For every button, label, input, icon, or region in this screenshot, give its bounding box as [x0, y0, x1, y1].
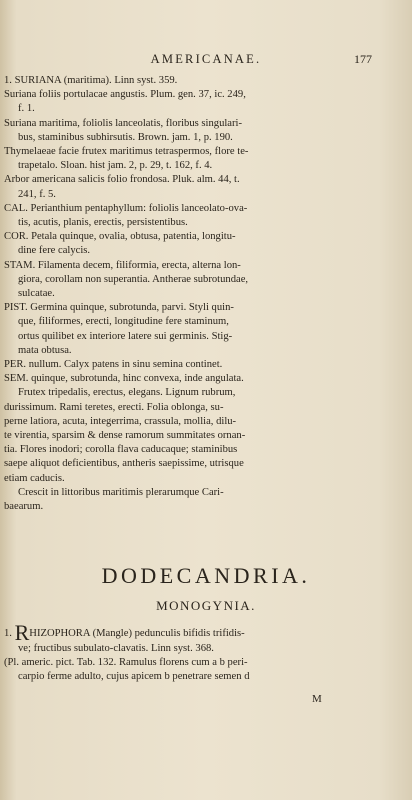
- entry-line: 1. SURIANA (maritima). Linn syst. 359.: [4, 75, 178, 86]
- seed-line: SEM. quinque, subrotunda, hinc convexa, inde angulata.: [4, 373, 244, 385]
- pistil-line: mata obtusa.: [18, 344, 72, 356]
- paragraph-line: etiam caducis.: [4, 472, 65, 484]
- pistil-line: PIST. Germina quinque, subrotunda, parvi. Styli quin-: [4, 302, 234, 314]
- entry-line: Thymelaeae facie frutex maritimus tetraspermos, flore te-: [4, 146, 249, 158]
- running-head: AMERICANAE.: [150, 52, 262, 66]
- suriana-entry: [4, 74, 390, 514]
- stamens-line: STAM. Filamenta decem, filiformia, erecta, alterna lon-: [4, 259, 241, 271]
- pistil-line: que, filiformes, erecti, longitudine fere staminum,: [18, 316, 229, 328]
- entry-line: Suriana maritima, foliolis lanceolatis, floribus singulari-: [4, 117, 243, 129]
- pistil-line: ortus quilibet ex interiore latere sui germinis. Stig-: [18, 330, 233, 342]
- rhizophora-entry: [4, 620, 394, 685]
- paragraph-line: Crescit in littoribus maritimis plerarumque Cari-: [18, 486, 224, 498]
- corolla-line: dine fere calycis.: [18, 245, 91, 257]
- entry-number: 1.: [4, 628, 12, 639]
- pericarp-line: PER. nullum. Calyx patens in sinu semina continet.: [4, 359, 223, 371]
- page-number: 177: [354, 52, 372, 66]
- entry-line: (Pl. americ. pict. Tab. 132. Ramulus florens cum a b peri-: [4, 657, 248, 669]
- entry-line: bus, staminibus subhirsutis. Brown. jam. 1, p. 190.: [18, 131, 233, 143]
- paragraph-line: saepe aliquot deficientibus, antheris saepissime, utrisque: [4, 458, 244, 470]
- corolla-line: COR. Petala quinque, ovalia, obtusa, patentia, longitu-: [4, 231, 236, 243]
- page-header: [0, 50, 412, 70]
- entry-first-line: [4, 620, 394, 645]
- catchword: M: [312, 693, 322, 705]
- entry-line: trapetalo. Sloan. hist jam. 2, p. 29, t. 162, f. 4.: [18, 160, 213, 172]
- paragraph-line: durissimum. Rami teretes, erecti. Folia oblonga, su-: [4, 401, 224, 413]
- entry-line: Arbor americana salicis folio frondosa. Pluk. alm. 44, t.: [4, 174, 240, 186]
- stamens-line: sulcatae.: [18, 288, 55, 300]
- section-title: DODECANDRIA.: [101, 563, 311, 588]
- paragraph-line: perne latiora, acuta, integerrima, crassula, mollia, dilu-: [4, 415, 237, 427]
- paragraph-line: Frutex tripedalis, erectus, elegans. Lignum rubrum,: [18, 387, 236, 399]
- entry-line: HIZOPHORA (Mangle) pedunculis bifidis trifidis-: [29, 628, 245, 639]
- entry-line: 241, f. 5.: [18, 188, 56, 200]
- entry-line: f. 1.: [18, 103, 35, 115]
- calyx-line: tis, acutis, planis, erectis, persistentibus.: [18, 217, 188, 229]
- drop-capital: R: [14, 620, 30, 645]
- paragraph-line: te virentia, sparsim & dense ramorum summitates ornan-: [4, 430, 246, 442]
- paragraph-line: tia. Flores inodori; corolla flava caducaque; staminibus: [4, 444, 238, 456]
- stamens-line: giora, corollam non superantia. Antherae subrotundae,: [18, 273, 249, 285]
- calyx-line: CAL. Perianthium pentaphyllum: foliolis lanceolato-ova-: [4, 202, 248, 214]
- entry-line: ve; fructibus subulato-clavatis. Linn syst. 368.: [18, 643, 214, 654]
- subsection-title: MONOGYNIA.: [156, 598, 256, 613]
- paragraph-line: baearum.: [4, 501, 44, 513]
- entry-line: Suriana foliis portulacae angustis. Plum. gen. 37, ic. 249,: [4, 89, 246, 101]
- entry-line: carpio ferme adulto, cujus apicem b penetrare semen d: [18, 671, 250, 683]
